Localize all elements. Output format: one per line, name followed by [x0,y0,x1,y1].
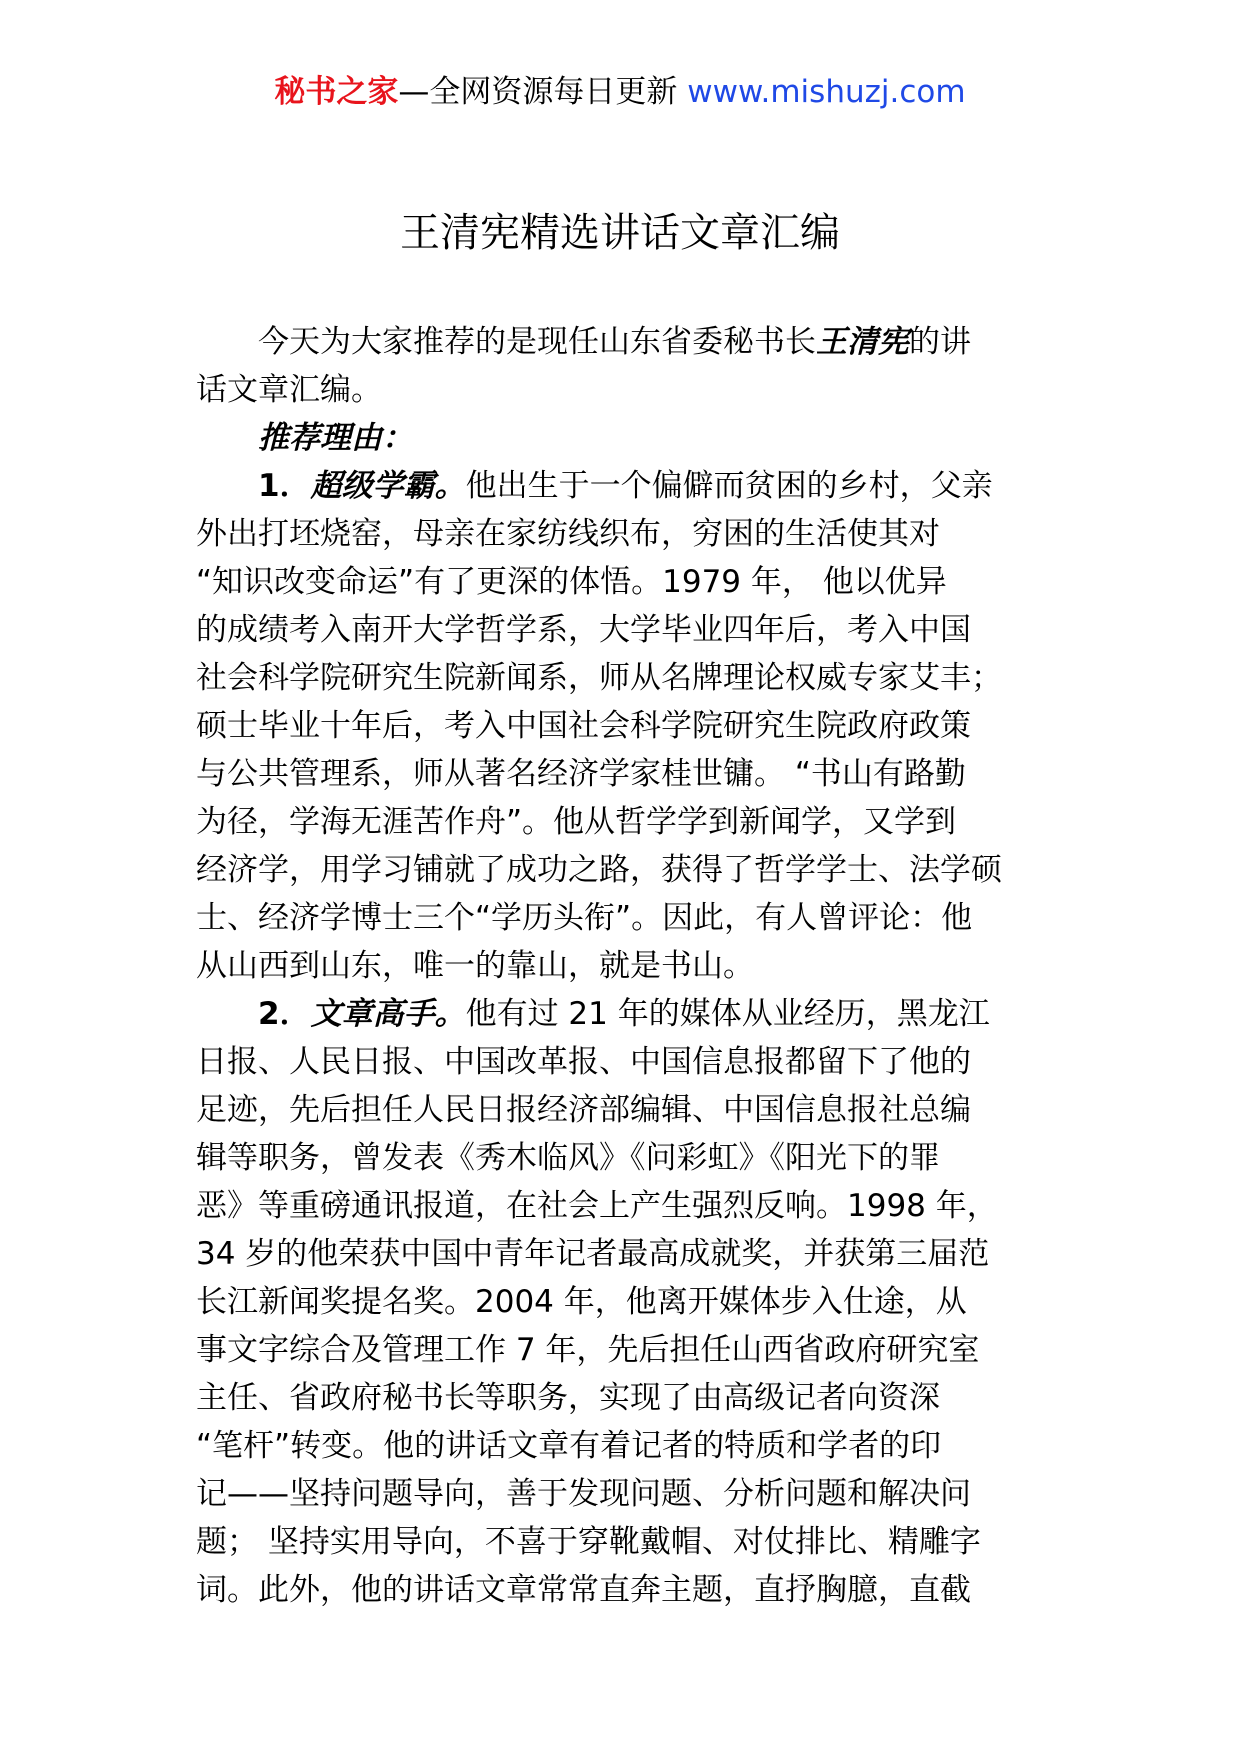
point2-line: 恶》等重磅通讯报道，在社会上产生强烈反响。1998 年， [196,1188,998,1224]
point1-heading: 超级学霸。 [310,468,466,504]
point1-line: 士、经济学博士三个“学历头衔”。因此，有人曾评论：他 [196,900,973,936]
intro-line-2: 话文章汇编。 [196,372,382,408]
site-url[interactable]: www.mishuzj.com [687,74,966,110]
point1-number: 1． [258,468,311,504]
point2-first-text: 他有过 21 年的媒体从业经历，黑龙江 [465,996,990,1032]
point1-line: 为径，学海无涯苦作舟”。他从哲学学到新闻学，又学到 [196,804,957,840]
point1-line: 社会科学院研究生院新闻系，师从名牌理论权威专家艾丰； [196,660,1002,696]
document-title: 王清宪精选讲话文章汇编 [400,210,840,256]
point2-line: 日报、人民日报、中国改革报、中国信息报都留下了他的 [196,1044,971,1080]
point2-line: 足迹，先后担任人民日报经济部编辑、中国信息报社总编 [196,1092,971,1128]
reasons-heading: 推荐理由： [258,420,413,456]
point1-line: 与公共管理系，师从著名经济学家桂世镛。 “书山有路勤 [196,756,966,792]
point2-heading: 文章高手。 [310,996,466,1032]
document-body [196,318,1066,1614]
point2-first-line [196,990,1066,1038]
intro-text-after: 的讲 [909,324,971,360]
point2-line: 记——坚持问题导向，善于发现问题、分析问题和解决问 [196,1476,971,1512]
point1-line: “知识改变命运”有了更深的体悟。1979 年， 他以优异 [196,564,947,600]
brand-name: 秘书之家 [274,74,399,110]
intro-line-1 [196,318,1066,366]
point1-first-text: 他出生于一个偏僻而贫困的乡村，父亲 [465,468,993,504]
point1-first-line [196,462,1066,510]
point1-line: 从山西到山东，唯一的靠山，就是书山。 [196,948,754,984]
point1-line: 硕士毕业十年后，考入中国社会科学院研究生院政府政策 [196,708,971,744]
point1-line: 经济学，用学习铺就了成功之路，获得了哲学学士、法学硕 [196,852,1002,888]
intro-name: 王清宪 [816,324,909,360]
point2-line: 事文字综合及管理工作 7 年，先后担任山西省政府研究室 [196,1332,980,1368]
site-header [0,72,1240,112]
point2-line: 长江新闻奖提名奖。2004 年，他离开媒体步入仕途，从 [196,1284,967,1320]
point2-line: 题； 坚持实用导向，不喜于穿靴戴帽、对仗排比、精雕字 [196,1524,981,1560]
point2-line: 辑等职务，曾发表《秀木临风》《问彩虹》《阳光下的罪 [196,1140,940,1176]
intro-text-before: 今天为大家推荐的是现任山东省委秘书长 [258,324,816,360]
point1-line: 外出打坯烧窑，母亲在家纺线织布，穷困的生活使其对 [196,516,940,552]
point2-line: 34 岁的他荣获中国中青年记者最高成就奖，并获第三届范 [196,1236,990,1272]
point2-line: 主任、省政府秘书长等职务，实现了由高级记者向资深 [196,1380,940,1416]
point2-number: 2． [258,996,311,1032]
point2-line: 词。此外，他的讲话文章常常直奔主题，直抒胸臆，直截 [196,1572,971,1608]
point1-line: 的成绩考入南开大学哲学系，大学毕业四年后，考入中国 [196,612,971,648]
header-tagline: —全网资源每日更新 [398,74,688,110]
point2-line: “笔杆”转变。他的讲话文章有着记者的特质和学者的印 [196,1428,942,1464]
